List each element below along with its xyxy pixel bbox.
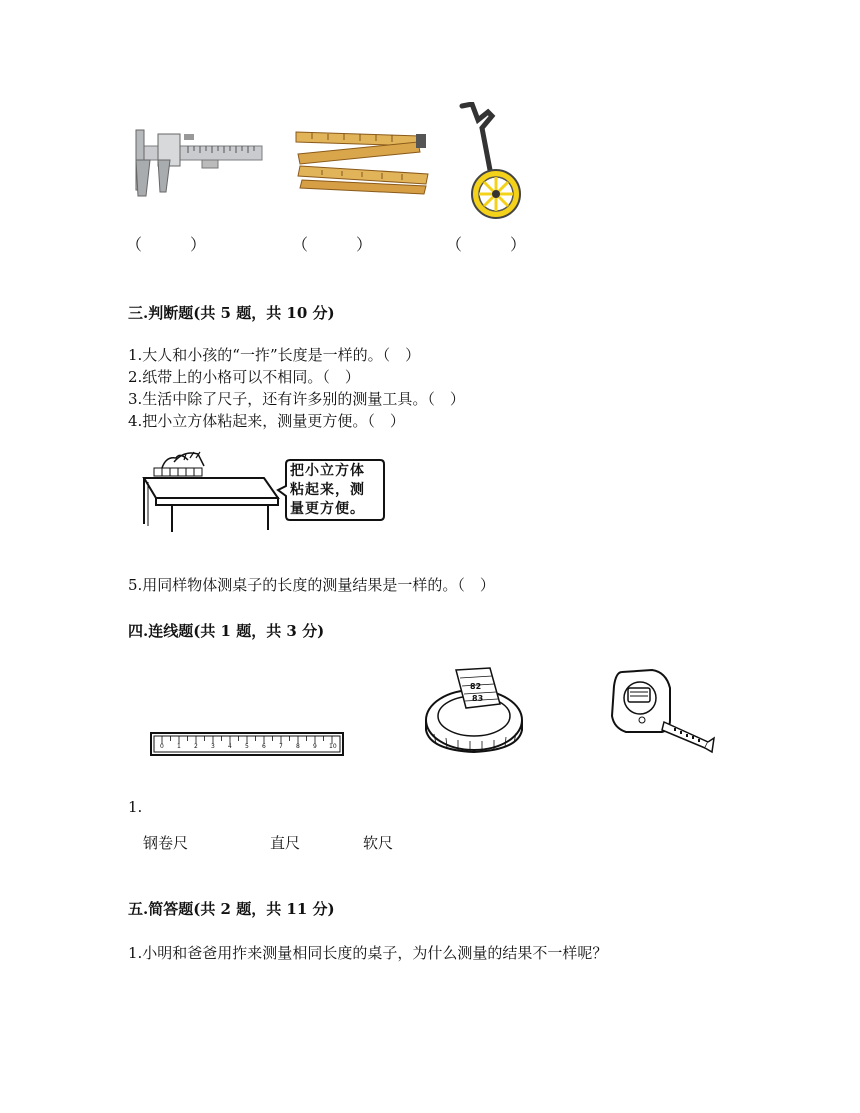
ruler-number: 7 bbox=[279, 743, 283, 750]
ruler-number: 8 bbox=[296, 743, 300, 750]
label-steel-tape: 钢卷尺 bbox=[143, 834, 189, 852]
section3-question-3: 3.生活中除了尺子，还有许多别的测量工具。（ ） bbox=[128, 390, 465, 408]
answer-paren-1[interactable]: （ ） bbox=[126, 235, 207, 254]
tape-number: 83 bbox=[472, 694, 484, 703]
straight-ruler-image bbox=[150, 732, 344, 756]
bubble-line-3: 量更方便。 bbox=[290, 501, 365, 517]
answer-paren-3[interactable]: （ ） bbox=[446, 235, 527, 254]
label-soft-tape: 软尺 bbox=[363, 834, 394, 852]
ruler-number: 9 bbox=[313, 743, 317, 750]
folding-ruler-image bbox=[292, 124, 432, 196]
ruler-number: 0 bbox=[160, 743, 164, 750]
section3-question-1: 1.大人和小孩的“一拃”长度是一样的。（ ） bbox=[128, 346, 421, 364]
section3-question-4: 4.把小立方体粘起来，测量更方便。（ ） bbox=[128, 412, 405, 430]
measuring-wheel-image bbox=[458, 102, 528, 222]
answer-paren-2[interactable]: （ ） bbox=[292, 235, 373, 254]
ruler-number: 10 bbox=[329, 743, 337, 750]
ruler-number: 6 bbox=[262, 743, 266, 750]
section4-heading: 四.连线题(共 1 题，共 3 分) bbox=[128, 622, 325, 640]
section3-question-5: 5.用同样物体测桌子的长度的测量结果是一样的。（ ） bbox=[128, 576, 495, 594]
ruler-number: 4 bbox=[228, 743, 232, 750]
steel-tape-image bbox=[608, 666, 718, 760]
section3-heading: 三.判断题(共 5 题，共 10 分) bbox=[128, 304, 335, 322]
section3-question-2: 2.纸带上的小格可以不相同。（ ） bbox=[128, 368, 360, 386]
table-cubes-image bbox=[132, 448, 280, 534]
bubble-line-2: 粘起来，测 bbox=[290, 482, 365, 498]
ruler-number: 3 bbox=[211, 743, 215, 750]
label-straight-ruler: 直尺 bbox=[270, 834, 301, 852]
bubble-line-1: 把小立方体 bbox=[290, 463, 365, 479]
caliper-image bbox=[128, 126, 264, 202]
ruler-number: 1 bbox=[177, 743, 181, 750]
tape-number: 82 bbox=[470, 682, 482, 691]
speech-bubble bbox=[276, 458, 386, 522]
soft-tape-image bbox=[420, 664, 528, 756]
ruler-number: 5 bbox=[245, 743, 249, 750]
section4-question-1-number: 1. bbox=[128, 798, 143, 816]
section5-question-1: 1.小明和爸爸用拃来测量相同长度的桌子，为什么测量的结果不一样呢？ bbox=[128, 944, 608, 962]
ruler-number: 2 bbox=[194, 743, 198, 750]
section5-heading: 五.简答题(共 2 题，共 11 分) bbox=[128, 900, 335, 918]
